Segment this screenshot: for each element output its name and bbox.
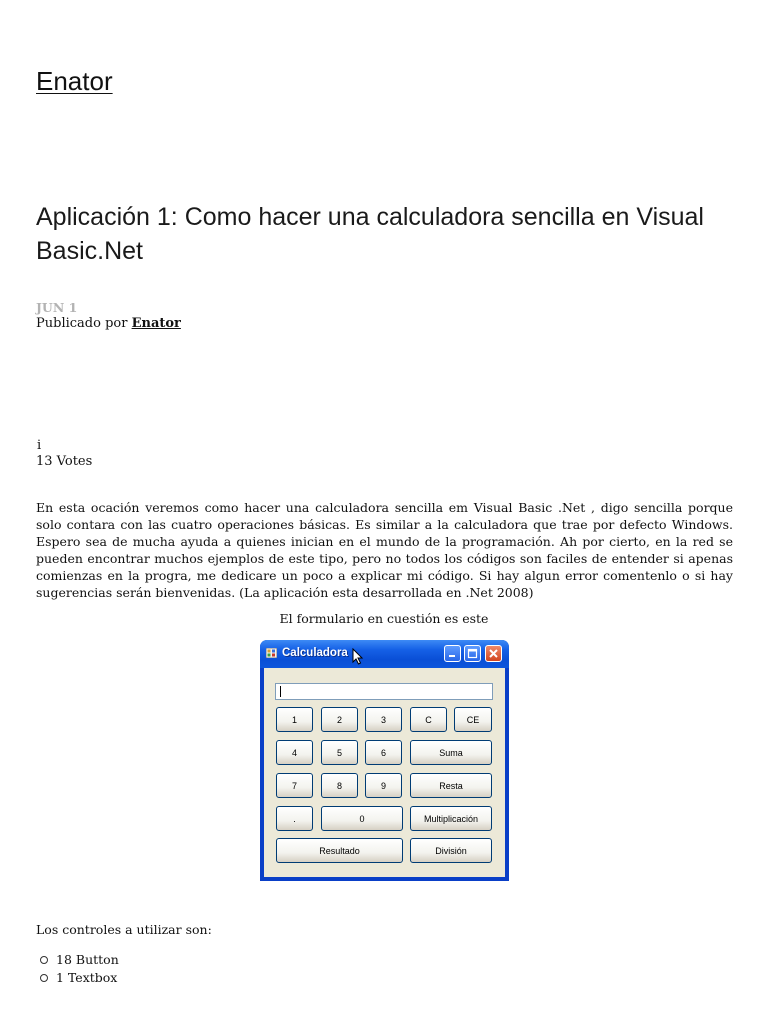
window-titlebar bbox=[260, 640, 509, 668]
clear-entry-button[interactable]: CE bbox=[454, 707, 492, 732]
post-date: JUN 1 bbox=[36, 300, 78, 315]
figure-caption: El formulario en cuestión es este bbox=[279, 611, 489, 626]
digit-5-button[interactable]: 5 bbox=[321, 740, 358, 765]
close-button[interactable] bbox=[485, 645, 502, 662]
digit-6-button[interactable]: 6 bbox=[365, 740, 402, 765]
maximize-button[interactable] bbox=[464, 645, 481, 662]
rating-widget[interactable]: i bbox=[37, 438, 42, 453]
digit-4-button[interactable]: 4 bbox=[276, 740, 313, 765]
subtract-button[interactable]: Resta bbox=[410, 773, 492, 798]
minimize-button[interactable] bbox=[444, 645, 461, 662]
digit-3-button[interactable]: 3 bbox=[365, 707, 402, 732]
list-item: 1 Textbox bbox=[36, 969, 119, 987]
app-icon bbox=[266, 648, 277, 658]
digit-7-button[interactable]: 7 bbox=[276, 773, 313, 798]
author-link[interactable]: Enator bbox=[131, 316, 181, 331]
post-byline bbox=[36, 316, 181, 331]
digit-8-button[interactable]: 8 bbox=[321, 773, 358, 798]
byline-prefix: Publicado por bbox=[36, 316, 132, 331]
decimal-point-button[interactable]: . bbox=[276, 806, 313, 831]
close-icon bbox=[486, 646, 501, 661]
votes-count: 13 Votes bbox=[36, 454, 93, 469]
mouse-cursor-icon bbox=[352, 648, 364, 665]
sum-button[interactable]: Suma bbox=[410, 740, 492, 765]
multiply-button[interactable]: Multiplicación bbox=[410, 806, 492, 831]
post-title: Aplicación 1: Como hacer una calculadora sencilla en Visual Basic.Net bbox=[36, 203, 704, 265]
text-caret bbox=[280, 686, 281, 697]
window-title: Calculadora bbox=[282, 647, 348, 659]
controls-list bbox=[36, 951, 119, 987]
intro-paragraph: En esta ocación veremos como hacer una calculadora sencilla em Visual Basic .Net , digo sencilla porque solo contara con las cuatro operaciones básicas. Es similar a la calculadora que trae por defecto Windows. Espero sea de mucha ayuda a quienes inician en el mundo de la programación. Ah por cierto, en la red se pueden encontrar muchos ejemplos de este tipo, pero no todos los códigos son faciles de entender si apenas comienzas en la progra, me dedicare un poco a explicar mi código. Si hay algun error comentenlo o si hay sugerencias serán bienvenidas. (La aplicación esta desarrollada en .Net 2008) bbox=[36, 500, 733, 600]
calculator-display-input[interactable] bbox=[275, 683, 493, 700]
minimize-icon bbox=[445, 646, 460, 661]
site-title-link[interactable]: Enator bbox=[36, 66, 113, 96]
digit-9-button[interactable]: 9 bbox=[365, 773, 402, 798]
digit-0-button[interactable]: 0 bbox=[321, 806, 403, 831]
digit-2-button[interactable]: 2 bbox=[321, 707, 358, 732]
calculator-window-figure bbox=[260, 640, 509, 881]
maximize-icon bbox=[465, 646, 480, 661]
clear-button[interactable]: C bbox=[410, 707, 447, 732]
list-item: 18 Button bbox=[36, 951, 119, 969]
digit-1-button[interactable]: 1 bbox=[276, 707, 313, 732]
window-client-area bbox=[264, 668, 505, 877]
result-button[interactable]: Resultado bbox=[276, 838, 403, 863]
controls-heading: Los controles a utilizar son: bbox=[36, 922, 212, 937]
divide-button[interactable]: División bbox=[410, 838, 492, 863]
